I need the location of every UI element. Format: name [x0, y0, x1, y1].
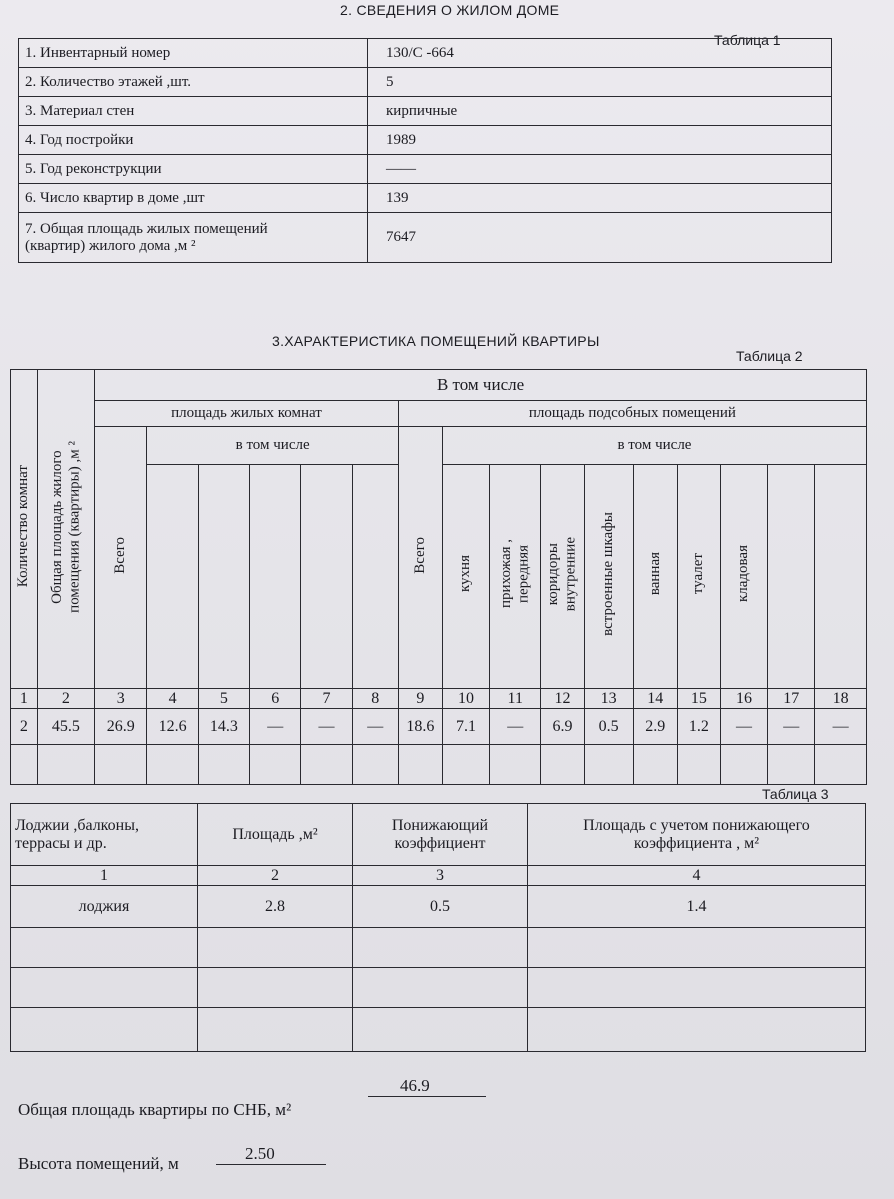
cell-value: 0.5	[584, 709, 633, 745]
cell-value: 2.9	[633, 709, 677, 745]
cell-value: 2	[11, 709, 38, 745]
table-1-label: Таблица 1	[714, 32, 781, 48]
empty-cell	[768, 745, 815, 785]
table-row	[19, 184, 832, 213]
header-closets: встроенные шкафы	[584, 465, 633, 689]
row-label-line2: (квартир) жилого дома ,м ²	[25, 237, 196, 254]
row-value: 7647	[368, 213, 832, 263]
empty-cell	[528, 1008, 866, 1052]
empty-cell	[353, 968, 528, 1008]
header-living-room-4	[301, 465, 352, 689]
header-pantry: кладовая	[720, 465, 767, 689]
header-balconies: Лоджии ,балконы, террасы и др.	[11, 804, 198, 866]
col-number: 6	[250, 689, 301, 709]
row-label: 2. Количество этажей ,шт.	[19, 68, 368, 97]
empty-cell	[677, 745, 720, 785]
balcony-coefficient: 0.5	[353, 886, 528, 928]
col-number: 3	[95, 689, 147, 709]
cell-value: —	[490, 709, 541, 745]
col-number: 9	[398, 689, 442, 709]
total-area-label: Общая площадь квартиры по СНБ, м²	[18, 1100, 292, 1119]
empty-cell	[301, 745, 352, 785]
table-2-label: Таблица 2	[736, 348, 803, 364]
section-3-title: 3.ХАРАКТЕРИСТИКА ПОМЕЩЕНИЙ КВАРТИРЫ	[272, 333, 600, 349]
col-number: 16	[720, 689, 767, 709]
header-aux-including: в том числе	[442, 427, 866, 465]
table-row	[19, 68, 832, 97]
header-area: Площадь ,м²	[198, 804, 353, 866]
cell-value: 14.3	[198, 709, 249, 745]
col-number: 12	[541, 689, 584, 709]
cell-value: —	[250, 709, 301, 745]
cell-value: 45.5	[37, 709, 94, 745]
header-hallway: прихожая , передняя	[490, 465, 541, 689]
col-number: 4	[528, 866, 866, 886]
empty-cell	[442, 745, 489, 785]
row-value: 130/С -664	[368, 39, 832, 68]
header-rooms-count: Количество комнат	[11, 370, 38, 689]
cell-value: —	[301, 709, 352, 745]
empty-cell	[11, 928, 198, 968]
row-label: 1. Инвентарный номер	[19, 39, 368, 68]
balcony-type: лоджия	[11, 886, 198, 928]
row-label: 3. Материал стен	[19, 97, 368, 126]
header-living-total: Всего	[95, 427, 147, 689]
balcony-area: 2.8	[198, 886, 353, 928]
header-corridors: коридоры внутренние	[541, 465, 584, 689]
empty-cell	[198, 745, 249, 785]
empty-cell	[633, 745, 677, 785]
table-row	[19, 155, 832, 184]
row-label: 4. Год постройки	[19, 126, 368, 155]
header-living-room-3	[250, 465, 301, 689]
empty-cell	[11, 968, 198, 1008]
table-3-balconies	[10, 803, 866, 1052]
empty-cell	[250, 745, 301, 785]
header-living-room-2	[198, 465, 249, 689]
empty-cell	[528, 928, 866, 968]
cell-value: 12.6	[147, 709, 198, 745]
header-bathroom: ванная	[633, 465, 677, 689]
room-height-underline	[216, 1164, 326, 1165]
empty-cell	[815, 745, 867, 785]
balcony-adjusted-area: 1.4	[528, 886, 866, 928]
table-row	[19, 126, 832, 155]
empty-cell	[11, 745, 38, 785]
table-3-label: Таблица 3	[762, 786, 829, 802]
cell-value: 6.9	[541, 709, 584, 745]
cell-value: 7.1	[442, 709, 489, 745]
cell-value: —	[815, 709, 867, 745]
header-living-room-5	[352, 465, 398, 689]
col-number: 13	[584, 689, 633, 709]
col-number: 2	[37, 689, 94, 709]
cell-value: 18.6	[398, 709, 442, 745]
empty-cell	[198, 968, 353, 1008]
empty-cell	[352, 745, 398, 785]
empty-cell	[37, 745, 94, 785]
col-number: 2	[198, 866, 353, 886]
cell-value: —	[768, 709, 815, 745]
header-extra-1	[768, 465, 815, 689]
cell-value: 26.9	[95, 709, 147, 745]
header-aux-area: площадь подсобных помещений	[398, 401, 866, 427]
header-toilet: туалет	[677, 465, 720, 689]
header-coefficient: Понижающий коэффициент	[353, 804, 528, 866]
col-number: 4	[147, 689, 198, 709]
total-area-value: 46.9	[400, 1076, 430, 1095]
table-row	[19, 39, 832, 68]
header-living-room-1	[147, 465, 198, 689]
row-value: кирпичные	[368, 97, 832, 126]
row-label-line1: 7. Общая площадь жилых помещений	[25, 220, 268, 237]
header-including: В том числе	[95, 370, 867, 401]
col-number: 18	[815, 689, 867, 709]
empty-cell	[584, 745, 633, 785]
room-height-value: 2.50	[245, 1144, 275, 1163]
table-1-building-info	[18, 38, 832, 263]
col-number: 11	[490, 689, 541, 709]
row-value: 5	[368, 68, 832, 97]
row-value: 1989	[368, 126, 832, 155]
header-kitchen: кухня	[442, 465, 489, 689]
room-height-label: Высота помещений, м	[18, 1154, 179, 1173]
col-number: 1	[11, 689, 38, 709]
row-label: 6. Число квартир в доме ,шт	[19, 184, 368, 213]
empty-cell	[11, 1008, 198, 1052]
header-adjusted-area: Площадь с учетом понижающего коэффициента , м²	[528, 804, 866, 866]
section-2-title: 2. СВЕДЕНИЯ О ЖИЛОМ ДОМЕ	[340, 2, 560, 18]
row-value: ——	[368, 155, 832, 184]
empty-cell	[528, 968, 866, 1008]
table-2-apartment-rooms	[10, 369, 867, 785]
total-area-underline	[368, 1096, 486, 1097]
table-row	[19, 97, 832, 126]
empty-cell	[147, 745, 198, 785]
empty-cell	[541, 745, 584, 785]
row-label	[19, 213, 368, 263]
header-aux-total: Всего	[398, 427, 442, 689]
empty-cell	[95, 745, 147, 785]
row-label: 5. Год реконструкции	[19, 155, 368, 184]
empty-cell	[198, 1008, 353, 1052]
col-number: 3	[353, 866, 528, 886]
header-living-area: площадь жилых комнат	[95, 401, 399, 427]
empty-cell	[398, 745, 442, 785]
cell-value: 1.2	[677, 709, 720, 745]
header-extra-2	[815, 465, 867, 689]
empty-cell	[353, 928, 528, 968]
table-row	[19, 213, 832, 263]
empty-cell	[720, 745, 767, 785]
col-number: 15	[677, 689, 720, 709]
col-number: 7	[301, 689, 352, 709]
header-total-area: Общая площадь жилого помещения (квартиры) ,м ²	[37, 370, 94, 689]
header-living-including: в том числе	[147, 427, 398, 465]
col-number: 1	[11, 866, 198, 886]
cell-value: —	[352, 709, 398, 745]
empty-cell	[198, 928, 353, 968]
col-number: 17	[768, 689, 815, 709]
row-value: 139	[368, 184, 832, 213]
empty-cell	[490, 745, 541, 785]
cell-value: —	[720, 709, 767, 745]
col-number: 8	[352, 689, 398, 709]
col-number: 10	[442, 689, 489, 709]
empty-cell	[353, 1008, 528, 1052]
col-number: 5	[198, 689, 249, 709]
col-number: 14	[633, 689, 677, 709]
